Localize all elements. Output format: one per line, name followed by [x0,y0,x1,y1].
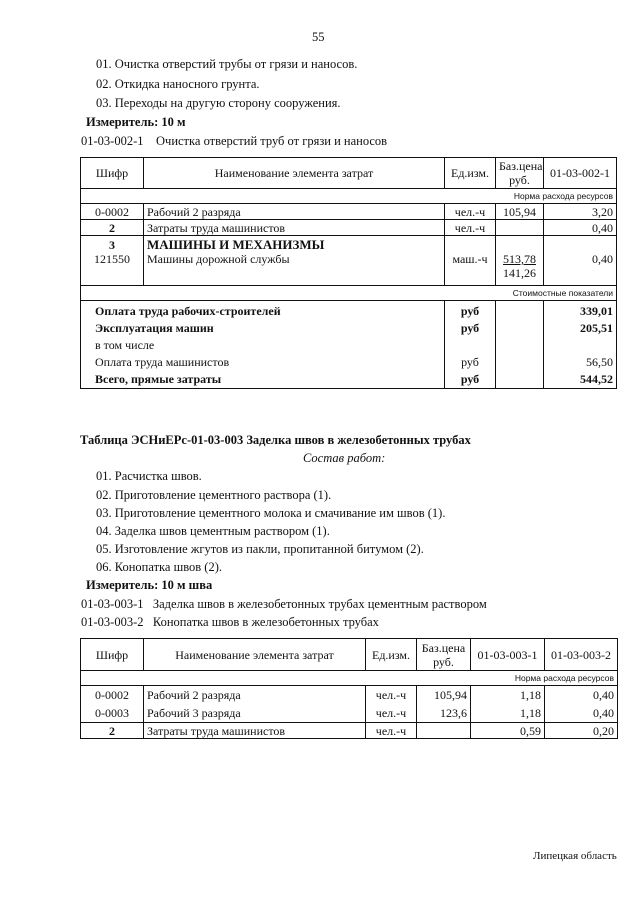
row-unit: чел.-ч [375,706,407,720]
code-line [81,597,487,612]
row-name: Рабочий 3 разряда [147,706,241,720]
row-unit: маш.-ч [445,236,496,286]
code-line-code: 01-03-003-2 [81,615,144,629]
row-prices [417,686,471,723]
code-line-code: 01-03-003-1 [81,597,144,611]
meter-label: Измеритель: 10 м [86,115,186,129]
header-price: Баз.цена руб. [496,158,544,189]
row-code: 0-0002 [95,688,129,702]
cost-unit: руб [460,372,480,386]
row-code-group [81,236,144,286]
header-code: Шифр [81,158,144,189]
cost-unit: руб [460,321,480,335]
row-value: 1,18 [520,706,541,720]
row-value: 1,18 [520,688,541,702]
header-price: Баз.цена руб. [417,639,471,671]
code-line-desc: Конопатка швов в железобетонных трубах [152,615,379,629]
row-code: 3 [109,238,115,252]
cost-value: 205,51 [580,321,613,335]
row-price [417,723,471,739]
row-value: 0,40 [593,688,614,702]
cost-empty [496,301,544,389]
row-name-group [144,236,445,286]
row-price-group [496,236,544,286]
row-value: 0,20 [545,723,618,739]
header-col: 01-03-002-1 [544,158,617,189]
header-col1: 01-03-003-1 [471,639,545,671]
row-code: 0-0002 [81,204,144,220]
row-unit: чел.-ч [366,723,417,739]
work-item: 05. Изготовление жгутов из пакли, пропитанной битумом (2). [96,542,424,556]
row-codes [81,686,144,723]
work-item: 04. Заделка швов цементным раствором (1). [96,524,330,538]
row-values-1 [471,686,545,723]
row-code: 2 [81,723,144,739]
row-value: 3,20 [544,204,617,220]
header-code: Шифр [81,639,144,671]
cost-name: в том числе [95,338,155,352]
cost-value: 56,50 [586,355,613,369]
header-col2: 01-03-003-2 [545,639,618,671]
row-name: МАШИНЫ И МЕХАНИЗМЫ [147,237,325,252]
row-name: Затраты труда машинистов [144,220,445,236]
meter-label: Измеритель: 10 м шва [86,578,213,592]
row-code: 0-0003 [95,706,129,720]
table-title: Таблица ЭСНиЕРс-01-03-003 Заделка швов в железобетонных трубах [80,433,471,447]
row-values-2 [545,686,618,723]
work-item: 02. Приготовление цементного раствора (1). [96,488,332,502]
row-value: 0,40 [593,706,614,720]
row-value: 0,59 [471,723,545,739]
row-unit: чел.-ч [375,688,407,702]
work-item: 03. Приготовление цементного молока и смачивание им швов (1). [96,506,446,520]
row-value: 0,40 [544,236,617,286]
work-item: 02. Откидка наносного грунта. [96,77,260,91]
row-name: Рабочий 2 разряда [144,204,445,220]
row-price: 105,94 [434,688,467,702]
cost-value: 544,52 [580,372,613,386]
cost-name: Эксплуатация машин [95,321,214,335]
code-line-desc: Очистка отверстий труб от грязи и наносов [156,134,388,148]
cost-names [81,301,445,389]
row-price-2: 141,26 [503,266,536,280]
row-code: 121550 [94,252,130,266]
row-code: 2 [81,220,144,236]
work-item: 06. Конопатка швов (2). [96,560,223,574]
resource-table-2 [80,638,618,739]
cost-units [445,301,496,389]
cost-value: 339,01 [580,304,613,318]
row-price: 513,78 [503,252,536,266]
row-name: Машины дорожной службы [147,252,290,266]
header-name: Наименование элемента затрат [144,158,445,189]
code-line-code: 01-03-002-1 [81,134,144,148]
code-line [81,615,379,630]
row-name: Затраты труда машинистов [144,723,366,739]
row-price [496,220,544,236]
cost-unit: руб [460,304,480,318]
row-names [144,686,366,723]
row-unit: чел.-ч [445,204,496,220]
cost-name: Оплата труда рабочих-строителей [95,304,281,318]
header-unit: Ед.изм. [366,639,417,671]
cost-label: Стоимостные показатели [81,286,617,301]
work-item: 01. Очистка отверстий трубы от грязи и наносов. [96,57,358,71]
row-value: 0,40 [544,220,617,236]
header-unit: Ед.изм. [445,158,496,189]
row-price: 105,94 [496,204,544,220]
cost-unit: руб [461,355,479,369]
code-line-desc: Заделка швов в железобетонных трубах цементным раствором [152,597,487,611]
cost-name: Всего, прямые затраты [95,372,222,386]
work-item: 01. Расчистка швов. [96,469,202,483]
norm-label: Норма расхода ресурсов [81,671,618,686]
row-name: Рабочий 2 разряда [147,688,241,702]
page-number: 55 [312,30,325,44]
norm-label: Норма расхода ресурсов [81,189,617,204]
row-price: 123,6 [440,706,467,720]
work-item: 03. Переходы на другую сторону сооружения. [96,96,341,110]
resource-table-1 [80,157,617,389]
row-unit: чел.-ч [445,220,496,236]
cost-name: Оплата труда машинистов [95,355,230,369]
header-name: Наименование элемента затрат [144,639,366,671]
cost-values [544,301,617,389]
row-units [366,686,417,723]
subtitle: Состав работ: [303,451,386,465]
footer-region: Липецкая область [533,850,617,862]
code-line [81,134,387,149]
